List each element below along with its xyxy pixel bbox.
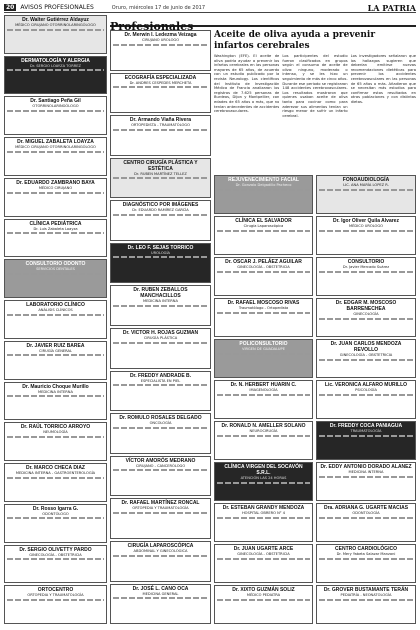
ad-text: MEDICINA INTERNA bbox=[143, 299, 178, 304]
classified-ad bbox=[316, 462, 416, 501]
ad-fine-print bbox=[217, 482, 310, 484]
ad-fine-print bbox=[7, 558, 104, 560]
article-column: Washington (EFE). El aceite de oliva podría ayudar a prevenir los infartos cerebrales en las personas mayores de 65 años, de acuerdo con un estudio publicado por la revista Neurology. Los científicos del Instituto de Investigación Médica de Francia analizaron los registros de 7.625 personas de Burdeos, Dijon y Montpellier, con edades de 65 años o más, que no tenían antecedentes de accidentes cerebrovasculares. bbox=[214, 54, 280, 114]
ad-title: DERMATOLOGÍA Y ALERGIA bbox=[21, 57, 90, 64]
classified-ad bbox=[110, 584, 211, 624]
article-column: Los participentes del estudio fueron clasificados en grupos según el consumo de aceite de oliva: ninguno, moderado o intenso, y se les hizo un seguimiento de más de cinco años. Durante ese periodo se registraron 148 accidentes cerebrovasculares. Los resultados mostraron que quienes usaban aceite de oliva tanto para cocinar como para aderezar sus alimentos tenían un riesgo menor de sufrir un infarto cerebral. bbox=[282, 54, 348, 118]
ad-fine-print bbox=[7, 232, 104, 234]
ad-title: Dr. RAÚL TORRICO ARROYO bbox=[20, 424, 91, 431]
ad-text: MÉDICO CIRUJANO OTORRINOLARINGÓLOGO bbox=[15, 145, 96, 150]
issue-date: Oruro, miércoles 17 de junio de 2017 bbox=[111, 4, 206, 11]
ad-fine-print bbox=[217, 558, 310, 560]
ad-title: Dr. FREDDY COCA PANIAGUA bbox=[329, 423, 403, 429]
ad-fine-print bbox=[217, 312, 310, 314]
ad-title: Dr. RAFAEL MOSCOSO RIVAS bbox=[227, 300, 300, 306]
classified-ad bbox=[316, 503, 416, 542]
ad-text: CIRUJANO - CANCERÓLOGO bbox=[135, 463, 186, 468]
ad-text: MÉDICO PEDIATRA bbox=[246, 593, 281, 597]
ad-fine-print bbox=[319, 599, 413, 601]
ad-title: Dr. Walter Gutiérrez Aldayuz bbox=[22, 17, 89, 23]
classified-ad bbox=[110, 498, 211, 539]
classified-ad bbox=[110, 456, 211, 497]
ad-title: Dr. Merwin I. Ledezma Veizaga bbox=[124, 32, 197, 38]
ad-text: LIC. ANA MARÍA LOPEZ R. bbox=[343, 183, 389, 187]
ad-title: Dr. Rosso Igarra G. bbox=[32, 505, 79, 512]
ad-fine-print bbox=[319, 394, 413, 396]
ads-column-3 bbox=[214, 175, 313, 624]
ad-title: ECOGRAFÍA ESPECIALIZADA bbox=[124, 74, 197, 81]
ad-fine-print bbox=[7, 477, 104, 479]
ad-text: GINECOLOGÍA - OBSTETRICIA bbox=[29, 552, 82, 557]
ad-title: CENTRO CIRUGÍA PLÁSTICA Y ESTÉTICA bbox=[123, 159, 198, 172]
ad-text: Traumatólogo - Ortopedista bbox=[238, 306, 289, 310]
ad-fine-print bbox=[7, 314, 104, 316]
ad-title: Dr. Armando Viaña Rivera bbox=[129, 117, 192, 124]
ad-text: Dr. ANDRES CESPEDES MERCHETA bbox=[129, 80, 192, 85]
ad-text: PSICOLOGÍA bbox=[355, 388, 377, 392]
ad-title: Dr. Santiago Peña Gil bbox=[30, 98, 81, 105]
ad-title: Dr. XIXTO GUZMÁN SOLIZ bbox=[232, 587, 295, 593]
classified-ad bbox=[214, 380, 313, 419]
ad-fine-print bbox=[217, 394, 310, 396]
ad-fine-print bbox=[113, 597, 208, 599]
ad-fine-print bbox=[7, 110, 104, 112]
ad-title: Dr. GROVER BUSTAMANTE TERÁN bbox=[323, 587, 409, 593]
ad-text: CIRUGÍA GENERAL bbox=[39, 348, 72, 353]
classified-ad bbox=[4, 96, 107, 135]
masthead: LA PATRIA bbox=[367, 2, 416, 13]
ad-text: ABDOMINAL Y GINECOLÓGICA bbox=[133, 548, 188, 553]
classified-ad bbox=[316, 380, 416, 419]
ad-text: ODONTÓLOGO bbox=[42, 511, 69, 516]
ad-text: OTORRINOLARINGÓLOGO bbox=[32, 104, 79, 109]
health-article bbox=[214, 30, 416, 172]
ad-title: DIAGNÓSTICO POR IMÁGENES bbox=[122, 202, 199, 209]
ad-text: HOSPITAL OBRERO N° 4 bbox=[241, 511, 285, 515]
classified-ad bbox=[316, 585, 416, 624]
ad-title: Dr. EDDY ANTONIO DORADO ALANEZ bbox=[320, 464, 412, 470]
ad-text: TRAUMATOLOGÍA bbox=[350, 429, 382, 433]
ad-text: NEUMOLOGÍA bbox=[43, 430, 68, 435]
ad-title: Dr. LEO F. SEJAS TORRICO bbox=[127, 244, 194, 251]
ad-fine-print bbox=[217, 435, 310, 437]
ad-fine-print bbox=[7, 436, 104, 438]
page-number: 20 bbox=[6, 4, 15, 11]
ad-title: Dr. OSCAR J. PELÁEZ AGUILAR bbox=[225, 259, 302, 265]
ad-fine-print bbox=[113, 342, 208, 344]
ad-title: Dr. JUAN CARLOS MENDOZA REVOLLO bbox=[330, 341, 402, 353]
ad-title: CONSULTORIO ODONTO bbox=[25, 261, 86, 268]
classified-ad bbox=[214, 257, 313, 296]
classified-ad bbox=[316, 544, 416, 583]
ad-text: GINECOLOGÍA - OBSTETRICIA bbox=[237, 552, 290, 556]
ad-text: GINECOLOGÍA - OBSTETRICIA bbox=[237, 265, 290, 269]
ad-title: Dr. EDUARDO ZAMBRANO BAYA bbox=[16, 179, 95, 186]
ad-title: Dr. RAFAEL MARTÍNEZ RONCAL bbox=[121, 500, 200, 507]
ad-title: CENTRO CARDIOLÓGICO bbox=[335, 546, 397, 552]
ad-text: NEUROCIRUGÍA bbox=[249, 429, 278, 433]
ad-text: GINECOLOGÍA - OBSTETRICIA bbox=[339, 353, 393, 357]
classified-ad bbox=[110, 541, 211, 582]
ad-fine-print bbox=[7, 151, 104, 153]
ad-text: MÉDICO CIRUJANO OTORRINOLARINGÓLOGO bbox=[15, 23, 96, 27]
ad-title: Dr. Igor Oliver Quila Alvarez bbox=[333, 218, 399, 224]
classified-ad bbox=[214, 585, 313, 624]
section-title: Profesionales bbox=[110, 20, 194, 33]
ad-fine-print bbox=[113, 177, 208, 179]
ad-title: Dr. Mauricio Choque Murillo bbox=[22, 383, 89, 390]
classified-ad bbox=[214, 462, 313, 501]
ad-text: Dr. EDUARDO RAMÍREZ GARCÍA bbox=[132, 208, 189, 213]
ad-text: Dr. SERGIO LOAYZA TORREZ bbox=[30, 63, 81, 68]
ad-fine-print bbox=[113, 427, 208, 429]
ad-fine-print bbox=[113, 86, 208, 88]
ad-fine-print bbox=[217, 189, 310, 191]
ad-fine-print bbox=[113, 512, 208, 514]
classified-ad bbox=[4, 300, 107, 339]
classified-ad bbox=[214, 421, 313, 460]
ad-title: Dr. RONALD N. AMELLER SOLANO bbox=[221, 423, 306, 429]
ad-text: MEDICINA INTERNA bbox=[38, 389, 73, 394]
ad-title: VÍCTOR AMORÓS MEDRANO bbox=[125, 457, 196, 464]
classified-ad bbox=[316, 339, 416, 378]
ad-title: CLÍNICA VIRGEN DEL SOCAVÓN S.R.L. bbox=[224, 464, 303, 476]
ad-fine-print bbox=[319, 271, 413, 273]
classified-ad bbox=[110, 73, 211, 114]
ad-fine-print bbox=[7, 29, 104, 31]
classified-ad bbox=[4, 585, 107, 624]
ad-fine-print bbox=[113, 384, 208, 386]
ad-text: Cirugía Laparoscópica bbox=[243, 224, 284, 228]
ad-fine-print bbox=[217, 353, 310, 355]
section-name: AVISOS PROFESIONALES bbox=[20, 4, 94, 11]
ad-title: Dr. SERGIO OLIVETTY PARDO bbox=[19, 546, 92, 553]
classified-ad bbox=[4, 545, 107, 584]
classified-ad bbox=[316, 298, 416, 337]
classified-ad bbox=[110, 328, 211, 369]
classified-ad bbox=[110, 200, 211, 241]
ad-text: Dr. RUBEN MARTÍNEZ TELLEZ bbox=[134, 171, 187, 176]
ad-title: Dr. EDGAR M. MOSCOSO BARRENECHEA bbox=[335, 300, 397, 312]
article-headline: Aceite de oliva ayuda a prevenir infartos cerebrales bbox=[214, 30, 376, 51]
ad-fine-print bbox=[319, 435, 413, 437]
ad-title: Dr. RUBEN ZEBALLOS MANCHACILLOS bbox=[133, 287, 188, 300]
classified-ad bbox=[110, 285, 211, 326]
classified-ad bbox=[4, 382, 107, 421]
classified-ad bbox=[110, 30, 211, 71]
ad-fine-print bbox=[113, 44, 208, 46]
classified-ad bbox=[4, 504, 107, 543]
classified-ad bbox=[110, 371, 211, 412]
ad-title: Dr. JUAN UGARTE ARCE bbox=[233, 546, 294, 552]
ad-title: Dra. ADRIANA G. UGARTE MACIAS bbox=[323, 505, 409, 511]
classified-ad bbox=[214, 175, 313, 214]
ad-fine-print bbox=[7, 395, 104, 397]
ad-text: ATENCIÓN LAS 24 HORAS bbox=[240, 476, 287, 480]
ad-fine-print bbox=[319, 359, 413, 361]
ad-text: ORTOPEDIA Y TRAUMATOLOGÍA bbox=[27, 593, 84, 598]
ad-text: Dr. Gonzalo Delgadillo Pacheco bbox=[235, 183, 292, 187]
classified-ad bbox=[214, 216, 313, 255]
ad-text: ONCOLOGÍA bbox=[149, 421, 172, 426]
ad-fine-print bbox=[113, 256, 208, 258]
ad-fine-print bbox=[7, 69, 104, 71]
ad-text: MÉDICO CIRUJANO bbox=[38, 185, 73, 190]
ad-title: REJUVENECIMIENTO FACIAL bbox=[228, 177, 299, 183]
classified-ad bbox=[4, 341, 107, 380]
ad-fine-print bbox=[7, 192, 104, 194]
ad-title: Dr. FREDDY ANDRADE B. bbox=[129, 372, 192, 379]
classified-ad bbox=[4, 259, 107, 298]
article-body bbox=[214, 54, 416, 172]
classified-ad bbox=[316, 216, 416, 255]
ad-title: CIRUGÍA LAPAROSCÓPICA bbox=[127, 542, 194, 549]
classified-ad bbox=[110, 243, 211, 284]
article-column: Los investigadores señalaron que los hallazgos sugieren que deberían emitirse nuevas recomendaciones dietéticas para prevenir los accidentes cerebrovasculares en las personas de 65 años o más. Añadieron que se necesitan más estudios para confirmar estos resultados en otras poblaciones y con distintas dietas. bbox=[350, 54, 416, 104]
ad-text: CIRUGÍA PLÁSTICA bbox=[143, 336, 178, 341]
classified-ad bbox=[214, 339, 313, 378]
ad-title: ORTOCENTRO bbox=[37, 587, 74, 594]
ads-column-4 bbox=[316, 175, 416, 624]
ad-title: Dr. ESTEBAN GRANDY MENDOZA bbox=[222, 505, 305, 511]
classified-ad bbox=[4, 219, 107, 258]
ad-fine-print bbox=[217, 230, 310, 232]
ad-text: Dr. Mery Yabeta Salazar Manzani bbox=[336, 552, 396, 556]
ad-fine-print bbox=[319, 230, 413, 232]
ad-text: MEDICINA INTERNA bbox=[348, 470, 384, 474]
classified-ad bbox=[4, 422, 107, 461]
ad-title: FONOAUDIOLOGÍA bbox=[342, 177, 390, 183]
ad-title: Dr. ROMULO ROSALES DELGADO bbox=[119, 415, 202, 422]
classified-ad bbox=[110, 115, 211, 156]
ad-fine-print bbox=[217, 271, 310, 273]
classified-ad bbox=[4, 178, 107, 217]
page-header bbox=[4, 3, 416, 13]
ad-fine-print bbox=[113, 129, 208, 131]
ad-title: Dr. N. HERBERT HUARIN C. bbox=[230, 382, 297, 388]
ads-column-2 bbox=[110, 30, 211, 624]
ad-title: Dr. VICTOR H. ROJAS GUZMAN bbox=[122, 330, 199, 337]
ad-fine-print bbox=[217, 517, 310, 519]
ad-text: MÉDICO UROLOGO bbox=[349, 224, 383, 228]
ad-text: Dr. Luis Zabaleta Loayza bbox=[33, 226, 78, 231]
ad-text: PEDIATRÍA - NEONATOLOGÍA bbox=[340, 593, 392, 597]
ad-text: IMAGENOLOGÍA bbox=[249, 388, 278, 392]
ad-fine-print bbox=[7, 354, 104, 356]
ad-text: UROLOGÍA bbox=[151, 250, 170, 255]
ad-title: CONSULTORIO bbox=[347, 259, 385, 265]
ad-fine-print bbox=[319, 517, 413, 519]
ad-title: Dr. MARCO CHECA DIAZ bbox=[26, 465, 85, 472]
classified-ad bbox=[110, 158, 211, 199]
ad-text: MEDICINA INTERNA - GASTROENTEROLOGÍA bbox=[15, 471, 96, 476]
ad-text: SERVICIOS DENTALES bbox=[36, 267, 75, 272]
ad-text: VIRGEN DE GUADALUPE bbox=[241, 347, 285, 351]
classified-ad bbox=[4, 463, 107, 502]
ad-text: MEDICINA GENERAL bbox=[142, 591, 179, 596]
ad-title: CLÍNICA EL SALVADOR bbox=[235, 218, 292, 224]
classified-ad bbox=[214, 503, 313, 542]
ad-text: ORTOPEDIA Y TRAUMATOLOGÍA bbox=[132, 506, 189, 511]
ad-fine-print bbox=[319, 558, 413, 560]
ad-text: Dr. Javier Mercado Suárez bbox=[342, 265, 390, 269]
classified-ad bbox=[214, 298, 313, 337]
ad-text: ORTOPEDISTA - TRAUMATÓLOGO bbox=[131, 123, 190, 128]
ad-fine-print bbox=[113, 305, 208, 307]
classified-ad bbox=[214, 544, 313, 583]
ad-fine-print bbox=[217, 599, 310, 601]
ad-text: ANÁLISIS CLÍNICOS bbox=[38, 308, 73, 313]
section-title-bar bbox=[110, 15, 416, 33]
classified-ad bbox=[110, 413, 211, 454]
ad-fine-print bbox=[113, 555, 208, 557]
ad-fine-print bbox=[7, 273, 104, 275]
ad-fine-print bbox=[319, 318, 413, 320]
ad-fine-print bbox=[113, 469, 208, 471]
ad-text: CIRUJANO UROLOGO bbox=[141, 38, 180, 42]
ad-title: POLICONSULTORIO bbox=[239, 341, 288, 347]
ad-text: ODONTOLOGÍA bbox=[352, 511, 380, 515]
ad-title: LABORATORIO CLÍNICO bbox=[26, 302, 85, 309]
ad-text: ESPECIALISTA EN PIEL bbox=[140, 378, 181, 383]
classified-ad bbox=[4, 56, 107, 95]
ad-fine-print bbox=[7, 599, 104, 601]
ads-column-1 bbox=[4, 15, 107, 624]
ad-fine-print bbox=[319, 189, 413, 191]
ad-title: Dr. JOSÉ L. CANO OCA bbox=[132, 585, 189, 592]
ad-text: GINECOLOGÍA bbox=[353, 312, 379, 316]
classified-ad bbox=[316, 175, 416, 214]
ad-title: Dr. MIGUEL ZABALETA LOAYZA bbox=[17, 139, 94, 146]
classified-ad bbox=[4, 137, 107, 176]
ad-title: Dr. JAVIER RUIZ BAREA bbox=[26, 342, 85, 349]
ad-title: Lic. VERONICA ALFARO MURILLO bbox=[324, 382, 408, 388]
classified-ad bbox=[316, 257, 416, 296]
classified-ad bbox=[4, 15, 107, 54]
ad-fine-print bbox=[7, 517, 104, 519]
ad-title: CLÍNICA PEDIÁTRICA bbox=[29, 220, 82, 227]
ad-fine-print bbox=[113, 214, 208, 216]
ad-fine-print bbox=[319, 476, 413, 478]
classified-ad bbox=[316, 421, 416, 460]
